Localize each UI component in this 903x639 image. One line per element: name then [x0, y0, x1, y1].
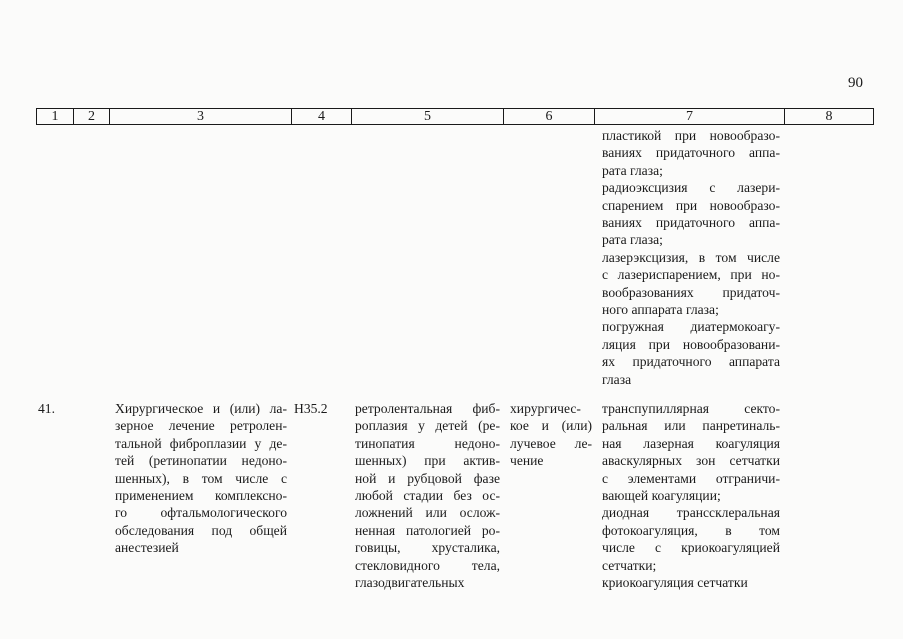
- text-line: вообразованиях придаточ-: [602, 284, 780, 300]
- text-line: хирургичес-: [510, 401, 581, 416]
- text-line: числе с криокоагуляцией: [602, 540, 780, 556]
- text-line: аваскулярных зон сетчатки: [602, 453, 780, 469]
- header-col-2: 2: [74, 109, 110, 124]
- text-line: любой стадии без ос-: [355, 488, 500, 504]
- text-line: радиоэксцизия с лазери-: [602, 180, 780, 196]
- text-line: тей (ретинопатии недоно-: [115, 453, 287, 469]
- text-line: ной и рубцовой фазе: [355, 470, 500, 486]
- header-col-3: 3: [110, 109, 292, 124]
- table-header-row: [36, 108, 874, 125]
- text-line: сетчатки;: [602, 557, 657, 573]
- text-line: тальной фиброплазии у де-: [115, 435, 287, 451]
- header-col-7: 7: [595, 109, 785, 124]
- text-line: с лазериспарением, при но-: [602, 267, 780, 283]
- header-col-1: 1: [37, 109, 74, 124]
- text-line: применением комплексно-: [115, 488, 287, 504]
- page-number: 90: [848, 75, 863, 91]
- text-line: тинопатия недоно-: [355, 435, 500, 451]
- text-line: ляция при новообразовани-: [602, 336, 780, 352]
- text-line: кое и (или): [510, 418, 592, 434]
- text-line: лучевое ле-: [510, 435, 592, 451]
- text-line: спарением при новообразо-: [602, 197, 780, 213]
- text-line: анестезией: [115, 540, 179, 556]
- text-line: вающей коагуляции;: [602, 488, 721, 504]
- text-line: ненная патологией ро-: [355, 522, 500, 538]
- text-line: рата глаза;: [602, 232, 663, 248]
- text-line: транспупиллярная секто-: [602, 401, 780, 416]
- treatment-name-cell: [115, 400, 287, 557]
- text-line: шенных) при актив-: [355, 453, 500, 469]
- text-line: обследования под общей: [115, 522, 287, 538]
- text-line: Хирургическое и (или) ла-: [115, 401, 287, 416]
- text-line: пластикой при новообразо-: [602, 128, 780, 143]
- header-col-4: 4: [292, 109, 352, 124]
- text-line: ваниях придаточного аппа-: [602, 145, 780, 161]
- text-line: криокоагуляция сетчатки: [602, 575, 748, 591]
- text-line: зерное лечение ретролен-: [115, 418, 287, 434]
- text-line: с элементами отграничи-: [602, 470, 780, 486]
- text-line: шенных), в том числе с: [115, 470, 287, 486]
- text-line: ная лазерная коагуляция: [602, 435, 780, 451]
- patient-model-cell: [355, 400, 500, 591]
- header-col-5: 5: [352, 109, 504, 124]
- icd-code-cell: [294, 400, 346, 417]
- icd-code: H35.2: [294, 401, 328, 416]
- text-line: говицы, хрусталика,: [355, 540, 500, 556]
- text-line: глазодвигательных: [355, 575, 465, 591]
- text-line: чение: [510, 453, 544, 469]
- text-line: ложнений или ослож-: [355, 505, 500, 521]
- text-line: ральная или панретиналь-: [602, 418, 780, 434]
- text-line: фотокоагуляция, в том: [602, 522, 780, 538]
- text-line: рата глаза;: [602, 162, 663, 178]
- row-number: [38, 400, 78, 417]
- continuation-method-cell: [602, 127, 780, 388]
- treatment-method-cell: [602, 400, 780, 591]
- text-line: погружная диатермокоагу-: [602, 319, 780, 335]
- text-line: ях придаточного аппарата: [602, 354, 780, 370]
- row-number-text: 41.: [38, 401, 55, 416]
- text-line: ваниях придаточного аппа-: [602, 215, 780, 231]
- text-line: го офтальмологического: [115, 505, 287, 521]
- text-line: глаза: [602, 371, 632, 387]
- text-line: лазерэксцизия, в том числе: [602, 249, 780, 265]
- treatment-type-cell: [510, 400, 592, 470]
- text-line: стекловидного тела,: [355, 557, 500, 573]
- text-line: ного аппарата глаза;: [602, 302, 719, 318]
- text-line: роплазия у детей (ре-: [355, 418, 500, 434]
- text-line: диодная транссклеральная: [602, 505, 780, 521]
- header-col-8: 8: [825, 109, 833, 124]
- text-line: ретролентальная фиб-: [355, 401, 500, 416]
- header-col-6: 6: [504, 109, 595, 124]
